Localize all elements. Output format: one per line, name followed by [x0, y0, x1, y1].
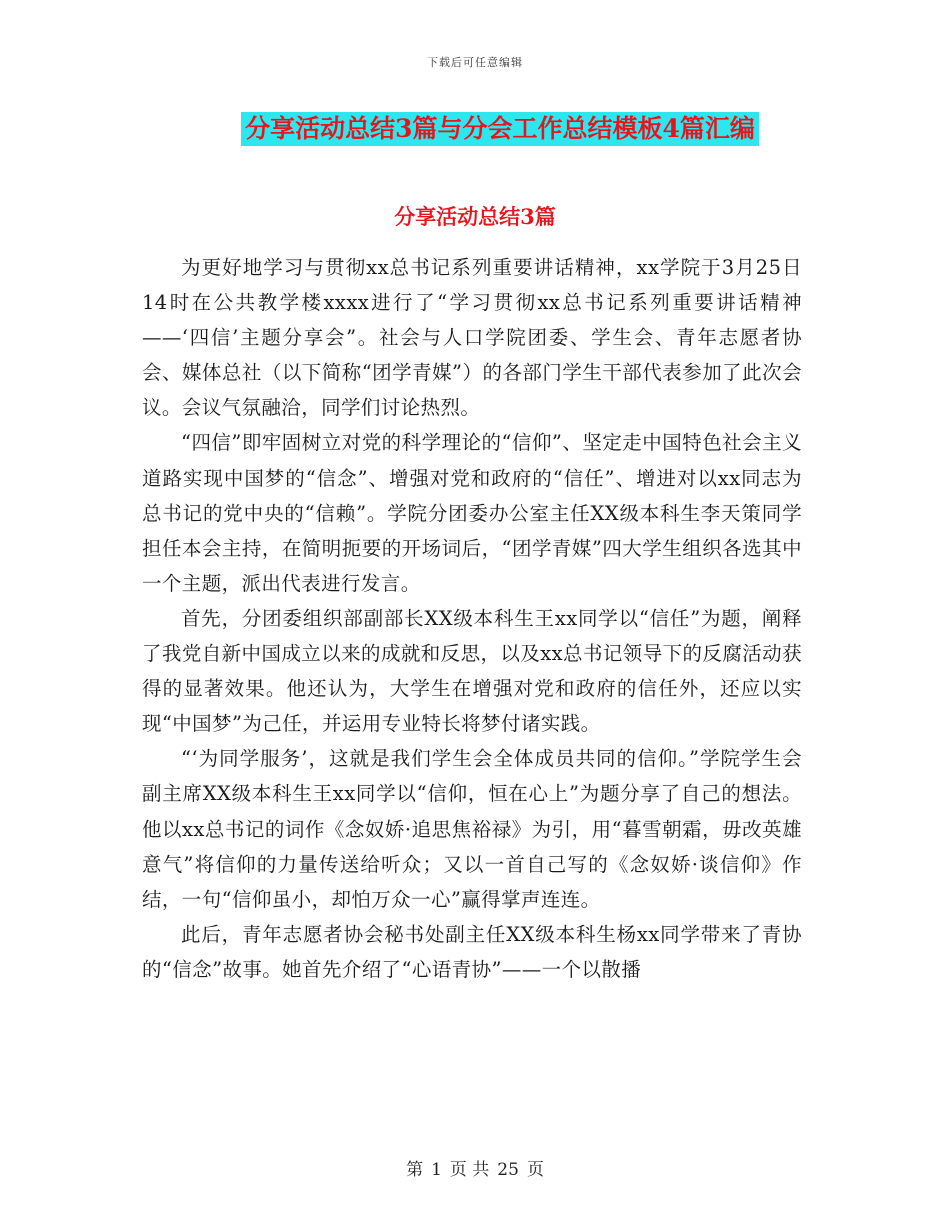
page-number: 1 [431, 1160, 442, 1180]
paragraph-3: 首先，分团委组织部副部长XX级本科生王xx同学以“信任”为题，阐释了我党自新中国成立以来的成就和反思，以及xx总书记领导下的反腐活动获得的显著效果。他还认为，大学生在增强对党和政府的信任外，还应以实现“中国梦”为己任，并运用专业特长将梦付诸实践。 [142, 606, 802, 736]
footer-suffix: 页 [526, 1160, 544, 1180]
document-body [142, 250, 802, 987]
document-title: 分享活动总结3篇与分会工作总结模板4篇汇编 [241, 112, 759, 146]
footer-middle: 页 共 [449, 1160, 490, 1180]
page-total: 25 [497, 1160, 519, 1180]
document-title-block [0, 112, 950, 146]
footer-prefix: 第 [406, 1160, 424, 1180]
paragraph-2: “四信”即牢固树立对党的科学理论的“信仰”、坚定走中国特色社会主义道路实现中国梦的“信念”、增强对党和政府的“信任”、增进对以xx同志为总书记的党中央的“信赖”。学院分团委办公室主任XX级本科生李天策同学担任本会主持，在简明扼要的开场词后，“团学青媒”四大学生组织各选其中一个主题，派出代表进行发言。 [142, 431, 802, 595]
paragraph-4: “‘为同学服务’，这就是我们学生会全体成员共同的信仰。”学院学生会副主席XX级本科生王xx同学以“信仰，恒在心上”为题分享了自己的想法。他以xx总书记的词作《念奴娇·追思焦裕禄》为引，用“暮雪朝霜，毋改英雄意气”将信仰的力量传送给听众；又以一首自己写的《念奴娇·谈信仰》作结，一句“信仰虽小，却怕万众一心”赢得掌声连连。 [142, 747, 802, 911]
paragraph-1: 为更好地学习与贯彻xx总书记系列重要讲话精神，xx学院于3月25日14时在公共教学楼xxxx进行了“学习贯彻xx总书记系列重要讲话精神——‘四信’主题分享会”。社会与人口学院团委、学生会、青年志愿者协会、媒体总社（以下简称“团学青媒”）的各部门学生干部代表参加了此次会议。会议气氛融洽，同学们讨论热烈。 [142, 256, 802, 420]
header-note: 下载后可任意编辑 [427, 56, 523, 69]
page-footer [0, 1155, 950, 1180]
section-title: 分享活动总结3篇 [394, 204, 556, 229]
paragraph-5: 此后，青年志愿者协会秘书处副主任XX级本科生杨xx同学带来了青协的“信念”故事。她首先介绍了“心语青协”——一个以散播 [142, 922, 802, 981]
